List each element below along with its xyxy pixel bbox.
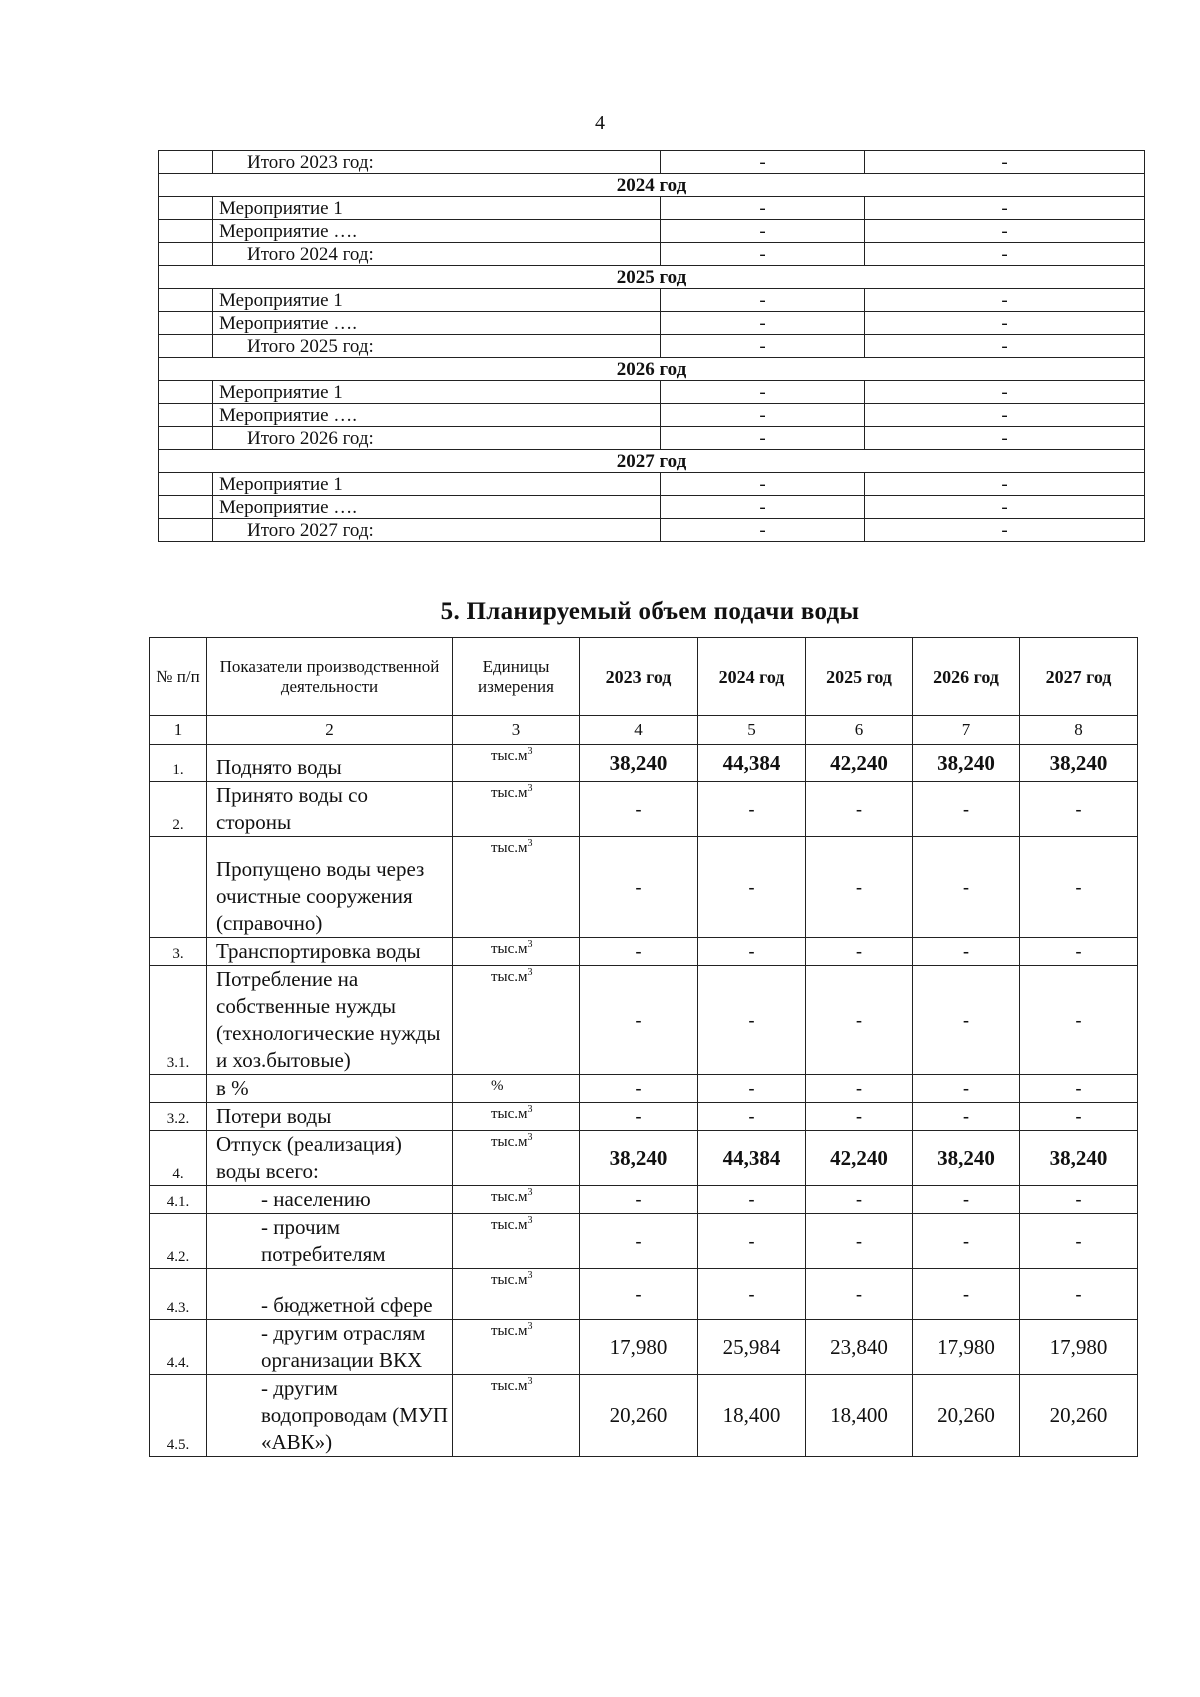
value-cell: 44,384 xyxy=(698,1131,806,1186)
row-number-cell xyxy=(159,289,213,312)
value-cell: - xyxy=(661,519,865,542)
value-cell: - xyxy=(661,289,865,312)
value-cell: 38,240 xyxy=(580,1131,698,1186)
row-number-cell xyxy=(159,473,213,496)
value-cell: - xyxy=(865,243,1145,266)
column-number: 7 xyxy=(913,716,1020,745)
unit-exponent: 3 xyxy=(527,1132,533,1143)
value-cell: 25,984 xyxy=(698,1320,806,1375)
unit-label: тыс.м xyxy=(491,1106,528,1122)
value-cell: - xyxy=(865,473,1145,496)
col-header-year: 2027 год xyxy=(1020,638,1138,716)
event-row xyxy=(159,197,1145,220)
value-cell: - xyxy=(698,1103,806,1131)
value-cell: - xyxy=(580,1103,698,1131)
value-cell: - xyxy=(580,837,698,938)
value-cell: - xyxy=(865,427,1145,450)
value-cell: - xyxy=(806,837,913,938)
unit-label: тыс.м xyxy=(491,969,528,985)
value-cell: 38,240 xyxy=(580,745,698,782)
value-cell: - xyxy=(806,938,913,966)
value-cell: 42,240 xyxy=(806,1131,913,1186)
row-number: 3.2. xyxy=(150,1103,207,1131)
table-row xyxy=(150,1320,1138,1375)
value-cell: - xyxy=(806,1075,913,1103)
column-number: 1 xyxy=(150,716,207,745)
value-cell: - xyxy=(698,966,806,1075)
indicator-name: - другим отраслям организации ВКХ xyxy=(207,1320,453,1375)
value-cell: - xyxy=(865,496,1145,519)
value-cell: 38,240 xyxy=(1020,1131,1138,1186)
unit-label: тыс.м xyxy=(491,941,528,957)
event-row xyxy=(159,289,1145,312)
value-cell: - xyxy=(1020,782,1138,837)
unit-cell xyxy=(453,1075,580,1103)
value-cell: - xyxy=(913,1269,1020,1320)
total-row xyxy=(159,335,1145,358)
table-row xyxy=(150,837,1138,938)
unit-label: % xyxy=(491,1078,504,1094)
value-cell: - xyxy=(580,1075,698,1103)
col-header-indicator: Показатели производственной деятельности xyxy=(207,638,453,716)
table-row xyxy=(150,938,1138,966)
unit-exponent: 3 xyxy=(527,783,533,794)
value-cell: - xyxy=(661,404,865,427)
row-number-cell xyxy=(159,519,213,542)
row-number-cell xyxy=(159,243,213,266)
unit-exponent: 3 xyxy=(527,939,533,950)
value-cell: - xyxy=(661,496,865,519)
section-title: 5. Планируемый объем подачи воды xyxy=(440,598,860,625)
value-cell: 20,260 xyxy=(1020,1375,1138,1457)
value-cell: - xyxy=(865,335,1145,358)
indicator-name: - другим водопроводам (МУП «АВК») xyxy=(207,1375,453,1457)
unit-exponent: 3 xyxy=(527,838,533,849)
unit-cell xyxy=(453,1186,580,1214)
year-group-label: 2027 год xyxy=(159,450,1145,473)
row-number xyxy=(150,1075,207,1103)
value-cell: - xyxy=(661,243,865,266)
value-cell: - xyxy=(913,966,1020,1075)
unit-cell xyxy=(453,1320,580,1375)
value-cell: - xyxy=(698,782,806,837)
row-number-cell xyxy=(159,220,213,243)
indicator-name: - населению xyxy=(207,1186,453,1214)
year-group-label: 2024 год xyxy=(159,174,1145,197)
page-number: 4 xyxy=(595,112,605,134)
column-number-row xyxy=(150,716,1138,745)
unit-cell xyxy=(453,745,580,782)
unit-cell xyxy=(453,966,580,1075)
event-row xyxy=(159,220,1145,243)
value-cell: - xyxy=(865,220,1145,243)
event-label: Мероприятие …. xyxy=(213,496,661,519)
value-cell: - xyxy=(698,1186,806,1214)
total-row xyxy=(159,519,1145,542)
total-label: Итого 2027 год: xyxy=(213,519,661,542)
total-label: Итого 2023 год: xyxy=(213,151,661,174)
value-cell: - xyxy=(913,837,1020,938)
column-number: 4 xyxy=(580,716,698,745)
year-group-row xyxy=(159,266,1145,289)
value-cell: 18,400 xyxy=(698,1375,806,1457)
unit-exponent: 3 xyxy=(527,1321,533,1332)
unit-cell xyxy=(453,782,580,837)
value-cell: 38,240 xyxy=(913,745,1020,782)
value-cell: - xyxy=(580,782,698,837)
column-number: 6 xyxy=(806,716,913,745)
value-cell: 20,260 xyxy=(913,1375,1020,1457)
indicator-name: Транспортировка воды xyxy=(207,938,453,966)
value-cell: - xyxy=(661,335,865,358)
indicator-name: Поднято воды xyxy=(207,745,453,782)
column-number: 3 xyxy=(453,716,580,745)
row-number-cell xyxy=(159,404,213,427)
water-supply-table xyxy=(149,637,1138,1457)
unit-cell xyxy=(453,1269,580,1320)
col-header-year: 2026 год xyxy=(913,638,1020,716)
event-label: Мероприятие …. xyxy=(213,404,661,427)
unit-label: тыс.м xyxy=(491,1217,528,1233)
row-number: 3. xyxy=(150,938,207,966)
year-group-label: 2026 год xyxy=(159,358,1145,381)
value-cell: - xyxy=(661,473,865,496)
unit-exponent: 3 xyxy=(527,746,533,757)
row-number: 4.4. xyxy=(150,1320,207,1375)
value-cell: - xyxy=(1020,1103,1138,1131)
row-number: 4.3. xyxy=(150,1269,207,1320)
unit-cell xyxy=(453,1131,580,1186)
value-cell: - xyxy=(580,1214,698,1269)
value-cell: - xyxy=(865,151,1145,174)
row-number: 4.5. xyxy=(150,1375,207,1457)
row-number: 4.1. xyxy=(150,1186,207,1214)
col-header-year: 2023 год xyxy=(580,638,698,716)
indicator-name: Принято воды со стороны xyxy=(207,782,453,837)
value-cell: - xyxy=(1020,1214,1138,1269)
unit-label: тыс.м xyxy=(491,840,528,856)
indicator-name: Отпуск (реализация) воды всего: xyxy=(207,1131,453,1186)
year-group-row xyxy=(159,174,1145,197)
value-cell: 17,980 xyxy=(1020,1320,1138,1375)
value-cell: 38,240 xyxy=(1020,745,1138,782)
unit-label: тыс.м xyxy=(491,785,528,801)
event-row xyxy=(159,312,1145,335)
unit-cell xyxy=(453,1103,580,1131)
row-number-cell xyxy=(159,151,213,174)
value-cell: - xyxy=(661,220,865,243)
total-row xyxy=(159,243,1145,266)
value-cell: 42,240 xyxy=(806,745,913,782)
unit-label: тыс.м xyxy=(491,1134,528,1150)
table-row xyxy=(150,1375,1138,1457)
event-row xyxy=(159,473,1145,496)
value-cell: 23,840 xyxy=(806,1320,913,1375)
unit-exponent: 3 xyxy=(527,967,533,978)
value-cell: - xyxy=(698,1075,806,1103)
indicator-name: Пропущено воды через очистные сооружения (справочно) xyxy=(207,837,453,938)
year-group-label: 2025 год xyxy=(159,266,1145,289)
event-label: Мероприятие 1 xyxy=(213,289,661,312)
value-cell: 38,240 xyxy=(913,1131,1020,1186)
unit-label: тыс.м xyxy=(491,1189,528,1205)
value-cell: - xyxy=(661,197,865,220)
value-cell: - xyxy=(913,1214,1020,1269)
value-cell: - xyxy=(1020,1269,1138,1320)
column-number: 8 xyxy=(1020,716,1138,745)
row-number: 1. xyxy=(150,745,207,782)
row-number-cell xyxy=(159,496,213,519)
value-cell: - xyxy=(913,1103,1020,1131)
table-row xyxy=(150,1103,1138,1131)
col-header-no: № п/п xyxy=(150,638,207,716)
value-cell: 18,400 xyxy=(806,1375,913,1457)
column-number: 5 xyxy=(698,716,806,745)
unit-label: тыс.м xyxy=(491,748,528,764)
row-number: 4. xyxy=(150,1131,207,1186)
row-number xyxy=(150,837,207,938)
unit-exponent: 3 xyxy=(527,1104,533,1115)
table-row xyxy=(150,745,1138,782)
value-cell: - xyxy=(698,938,806,966)
unit-exponent: 3 xyxy=(527,1215,533,1226)
table-row xyxy=(150,1075,1138,1103)
table-row xyxy=(150,1214,1138,1269)
indicator-name: Потребление на собственные нужды (технологические нужды и хоз.бытовые) xyxy=(207,966,453,1075)
value-cell: - xyxy=(580,1186,698,1214)
unit-cell xyxy=(453,837,580,938)
value-cell: - xyxy=(661,427,865,450)
value-cell: - xyxy=(913,1075,1020,1103)
value-cell: - xyxy=(806,966,913,1075)
event-label: Мероприятие 1 xyxy=(213,197,661,220)
value-cell: - xyxy=(1020,1075,1138,1103)
value-cell: - xyxy=(1020,966,1138,1075)
event-label: Мероприятие 1 xyxy=(213,473,661,496)
unit-label: тыс.м xyxy=(491,1378,528,1394)
value-cell: - xyxy=(1020,837,1138,938)
value-cell: - xyxy=(661,381,865,404)
value-cell: - xyxy=(806,1214,913,1269)
unit-exponent: 3 xyxy=(527,1270,533,1281)
row-number-cell xyxy=(159,312,213,335)
indicator-name: - прочим потребителям xyxy=(207,1214,453,1269)
col-header-year: 2024 год xyxy=(698,638,806,716)
unit-cell xyxy=(453,1214,580,1269)
table-row xyxy=(150,782,1138,837)
row-number: 4.2. xyxy=(150,1214,207,1269)
event-label: Мероприятие …. xyxy=(213,312,661,335)
row-number-cell xyxy=(159,335,213,358)
row-number-cell xyxy=(159,427,213,450)
total-label: Итого 2025 год: xyxy=(213,335,661,358)
unit-label: тыс.м xyxy=(491,1272,528,1288)
event-row xyxy=(159,404,1145,427)
indicator-name: Потери воды xyxy=(207,1103,453,1131)
row-number: 3.1. xyxy=(150,966,207,1075)
col-header-year: 2025 год xyxy=(806,638,913,716)
value-cell: - xyxy=(865,404,1145,427)
value-cell: - xyxy=(806,1103,913,1131)
year-group-row xyxy=(159,450,1145,473)
value-cell: - xyxy=(913,938,1020,966)
unit-label: тыс.м xyxy=(491,1323,528,1339)
table-row xyxy=(150,1131,1138,1186)
table-row xyxy=(150,966,1138,1075)
value-cell: 17,980 xyxy=(580,1320,698,1375)
value-cell: - xyxy=(806,1269,913,1320)
value-cell: - xyxy=(661,312,865,335)
value-cell: - xyxy=(698,1269,806,1320)
total-row xyxy=(159,427,1145,450)
indicator-name: в % xyxy=(207,1075,453,1103)
table-row xyxy=(150,1186,1138,1214)
value-cell: - xyxy=(913,782,1020,837)
value-cell: - xyxy=(1020,938,1138,966)
unit-cell xyxy=(453,1375,580,1457)
total-label: Итого 2026 год: xyxy=(213,427,661,450)
event-label: Мероприятие …. xyxy=(213,220,661,243)
value-cell: 44,384 xyxy=(698,745,806,782)
value-cell: - xyxy=(865,197,1145,220)
event-row xyxy=(159,381,1145,404)
indicator-name: - бюджетной сфере xyxy=(207,1269,453,1320)
column-number: 2 xyxy=(207,716,453,745)
total-row xyxy=(159,151,1145,174)
row-number-cell xyxy=(159,381,213,404)
event-row xyxy=(159,496,1145,519)
value-cell: - xyxy=(865,312,1145,335)
header-row xyxy=(150,638,1138,716)
value-cell: - xyxy=(698,1214,806,1269)
year-group-row xyxy=(159,358,1145,381)
value-cell: - xyxy=(865,519,1145,542)
value-cell: - xyxy=(806,782,913,837)
value-cell: - xyxy=(1020,1186,1138,1214)
value-cell: - xyxy=(580,1269,698,1320)
value-cell: - xyxy=(913,1186,1020,1214)
unit-exponent: 3 xyxy=(527,1187,533,1198)
events-table xyxy=(158,150,1145,542)
total-label: Итого 2024 год: xyxy=(213,243,661,266)
value-cell: - xyxy=(865,289,1145,312)
unit-cell xyxy=(453,938,580,966)
value-cell: - xyxy=(865,381,1145,404)
table-row xyxy=(150,1269,1138,1320)
value-cell: - xyxy=(661,151,865,174)
col-header-unit: Единицы измерения xyxy=(453,638,580,716)
row-number: 2. xyxy=(150,782,207,837)
value-cell: 17,980 xyxy=(913,1320,1020,1375)
value-cell: - xyxy=(580,938,698,966)
row-number-cell xyxy=(159,197,213,220)
event-label: Мероприятие 1 xyxy=(213,381,661,404)
value-cell: - xyxy=(698,837,806,938)
value-cell: 20,260 xyxy=(580,1375,698,1457)
value-cell: - xyxy=(806,1186,913,1214)
unit-exponent: 3 xyxy=(527,1376,533,1387)
value-cell: - xyxy=(580,966,698,1075)
